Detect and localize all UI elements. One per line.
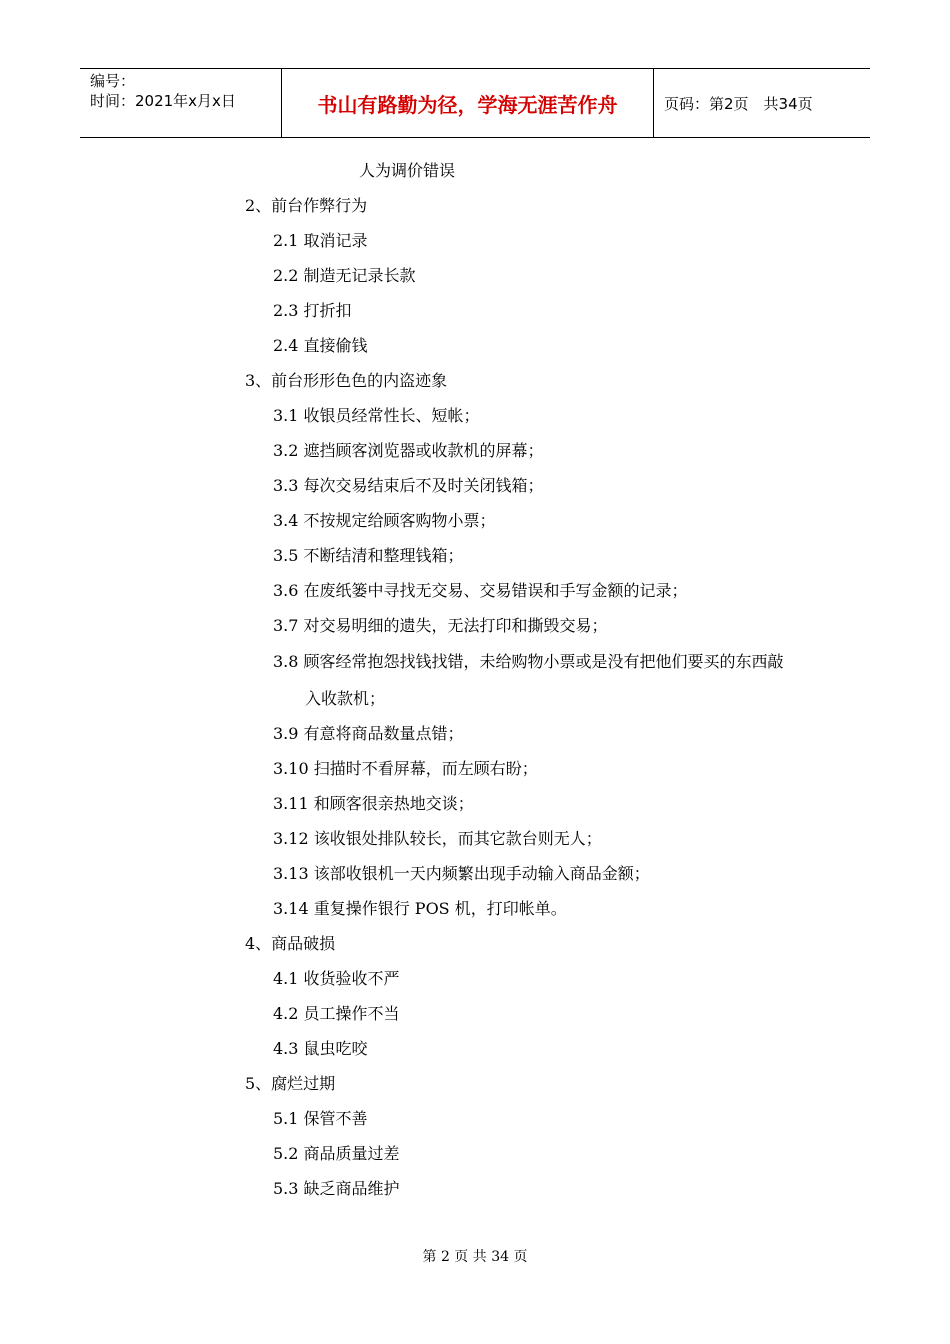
list-item: 2.2 制造无记录长款 <box>273 266 416 285</box>
list-item: 5.2 商品质量过差 <box>273 1144 400 1163</box>
list-item: 3.2 遮挡顾客浏览器或收款机的屏幕； <box>273 441 544 460</box>
list-item-continuation: 入收款机； <box>305 689 386 708</box>
list-item: 3.9 有意将商品数量点错； <box>273 724 464 743</box>
list-item: 2.3 打折扣 <box>273 301 352 320</box>
list-item: 2.4 直接偷钱 <box>273 336 368 355</box>
list-item: 3.5 不断结清和整理钱箱； <box>273 546 464 565</box>
time-label: 时间：2021年x月x日 <box>90 92 236 110</box>
list-item: 3.14 重复操作银行 POS 机，打印帐单。 <box>273 899 567 918</box>
list-item: 3.11 和顾客很亲热地交谈； <box>273 794 474 813</box>
list-item: 4.3 鼠虫吃咬 <box>273 1039 368 1058</box>
list-item: 3.13 该部收银机一天内频繁出现手动输入商品金额； <box>273 864 650 883</box>
list-item: 4.1 收货验收不严 <box>273 969 400 988</box>
list-item: 3.7 对交易明细的遗失，无法打印和撕毁交易； <box>273 616 608 635</box>
header-divider <box>653 69 654 137</box>
list-item: 5.3 缺乏商品维护 <box>273 1179 400 1198</box>
header-motto: 书山有路勤为径，学海无涯苦作舟 <box>317 92 618 117</box>
page-footer: 第 2 页 共 34 页 <box>422 1249 528 1265</box>
section-heading: 5、腐烂过期 <box>245 1074 336 1093</box>
section-heading: 4、商品破损 <box>245 934 336 953</box>
list-item: 3.4 不按规定给顾客购物小票； <box>273 511 496 530</box>
header-left <box>90 71 236 111</box>
section-heading: 2、前台作弊行为 <box>245 196 368 215</box>
list-item: 4.2 员工操作不当 <box>273 1004 400 1023</box>
section-heading: 3、前台形形色色的内盗迹象 <box>245 371 448 390</box>
header-page-info: 页码：第2页 共34页 <box>664 94 813 113</box>
list-item: 3.3 每次交易结束后不及时关闭钱箱； <box>273 476 544 495</box>
body-line: 人为调价错误 <box>359 161 456 180</box>
page-header <box>80 68 870 138</box>
list-item: 3.10 扫描时不看屏幕，而左顾右盼； <box>273 759 538 778</box>
list-item: 3.6 在废纸篓中寻找无交易、交易错误和手写金额的记录； <box>273 581 688 600</box>
number-label: 编号： <box>90 72 136 90</box>
list-item: 3.8 顾客经常抱怨找钱找错，未给购物小票或是没有把他们要买的东西敲 <box>273 652 784 671</box>
list-item: 3.12 该收银处排队较长，而其它款台则无人； <box>273 829 602 848</box>
list-item: 2.1 取消记录 <box>273 231 368 250</box>
list-item: 5.1 保管不善 <box>273 1109 368 1128</box>
list-item: 3.1 收银员经常性长、短帐； <box>273 406 480 425</box>
